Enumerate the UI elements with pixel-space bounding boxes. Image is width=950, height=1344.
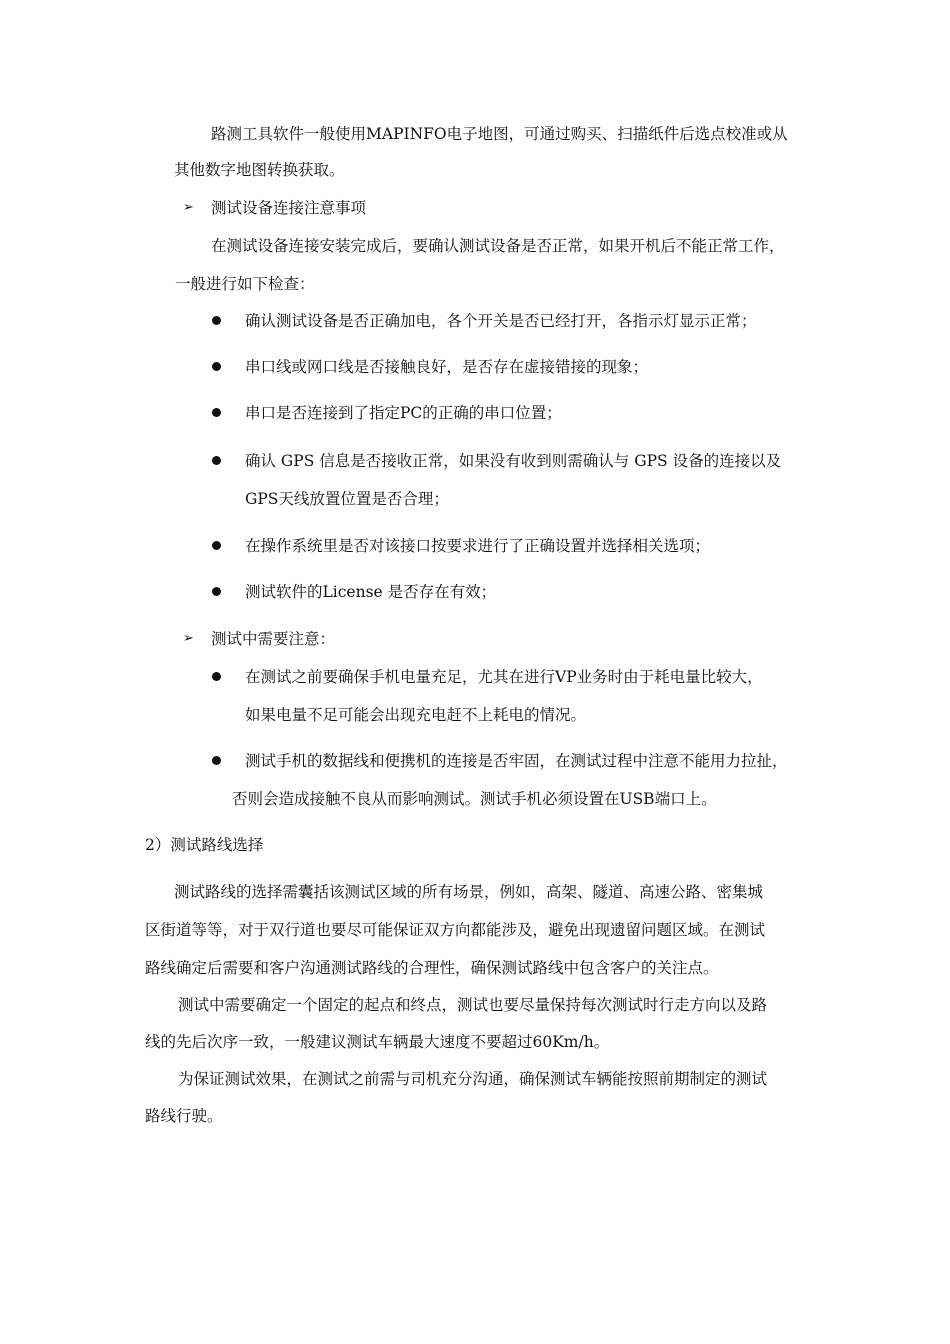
list-item-continuation: GPS天线放置位置是否合理； <box>245 490 449 508</box>
dot-bullet-icon <box>212 408 221 417</box>
route-p3-line-1: 为保证测试效果，在测试之前需与司机充分沟通，确保测试车辆能按照前期制定的测试 <box>178 1070 768 1088</box>
route-p1-line-1: 测试路线的选择需囊括该测试区域的所有场景，例如，高架、隧道、高速公路、密集城 <box>174 883 764 901</box>
list-item: 串口是否连接到了指定PC的正确的串口位置； <box>245 404 562 422</box>
dot-bullet-icon <box>212 587 221 596</box>
section-connect-heading: 测试设备连接注意事项 <box>211 199 367 217</box>
section-route-heading: 2）测试路线选择 <box>145 836 264 854</box>
list-item: 测试手机的数据线和便携机的连接是否牢固，在测试过程中注意不能用力拉扯， <box>245 752 788 770</box>
dot-bullet-icon <box>212 456 221 465</box>
section-testing-heading: 测试中需要注意： <box>211 630 336 648</box>
list-item: 测试软件的License 是否存在有效； <box>245 583 497 601</box>
dot-bullet-icon <box>212 362 221 371</box>
dot-bullet-icon <box>212 316 221 325</box>
route-p3-line-2: 路线行驶。 <box>145 1107 223 1125</box>
dot-bullet-icon <box>212 672 221 681</box>
list-item: 串口线或网口线是否接触良好，是否存在虚接错接的现象； <box>245 358 649 376</box>
route-p1-line-3: 路线确定后需要和客户沟通测试路线的合理性，确保测试路线中包含客户的关注点。 <box>145 959 719 977</box>
route-p2-line-1: 测试中需要确定一个固定的起点和终点，测试也要尽量保持每次测试时行走方向以及路 <box>178 996 768 1014</box>
section-connect-para-line-2: 一般进行如下检查： <box>175 275 315 293</box>
intro-line-1: 路测工具软件一般使用MAPINFO电子地图，可通过购买、扫描纸件后选点校准或从 <box>211 125 788 143</box>
list-item: 确认 GPS 信息是否接收正常，如果没有收到则需确认与 GPS 设备的连接以及 <box>245 452 782 470</box>
section-connect-para-line-1: 在测试设备连接安装完成后，要确认测试设备是否正常，如果开机后不能正常工作， <box>211 237 785 255</box>
arrow-bullet-icon: ➢ <box>183 200 194 215</box>
route-p2-line-2: 线的先后次序一致，一般建议测试车辆最大速度不要超过60Km/h。 <box>145 1033 610 1051</box>
list-item: 确认测试设备是否正确加电，各个开关是否已经打开，各指示灯显示正常； <box>245 312 757 330</box>
list-item-continuation: 如果电量不足可能会出现充电赶不上耗电的情况。 <box>245 706 587 724</box>
route-p1-line-2: 区街道等等，对于双行道也要尽可能保证双方向都能涉及，避免出现遗留问题区域。在测试 <box>145 921 766 939</box>
list-item: 在操作系统里是否对该接口按要求进行了正确设置并选择相关选项； <box>245 537 711 555</box>
intro-line-2: 其他数字地图转换获取。 <box>174 161 345 179</box>
dot-bullet-icon <box>212 541 221 550</box>
arrow-bullet-icon: ➢ <box>183 631 194 646</box>
dot-bullet-icon <box>212 756 221 765</box>
list-item-continuation: 否则会造成接触不良从而影响测试。测试手机必须设置在USB端口上。 <box>232 790 717 808</box>
list-item: 在测试之前要确保手机电量充足，尤其在进行VP业务时由于耗电量比较大， <box>245 668 763 686</box>
